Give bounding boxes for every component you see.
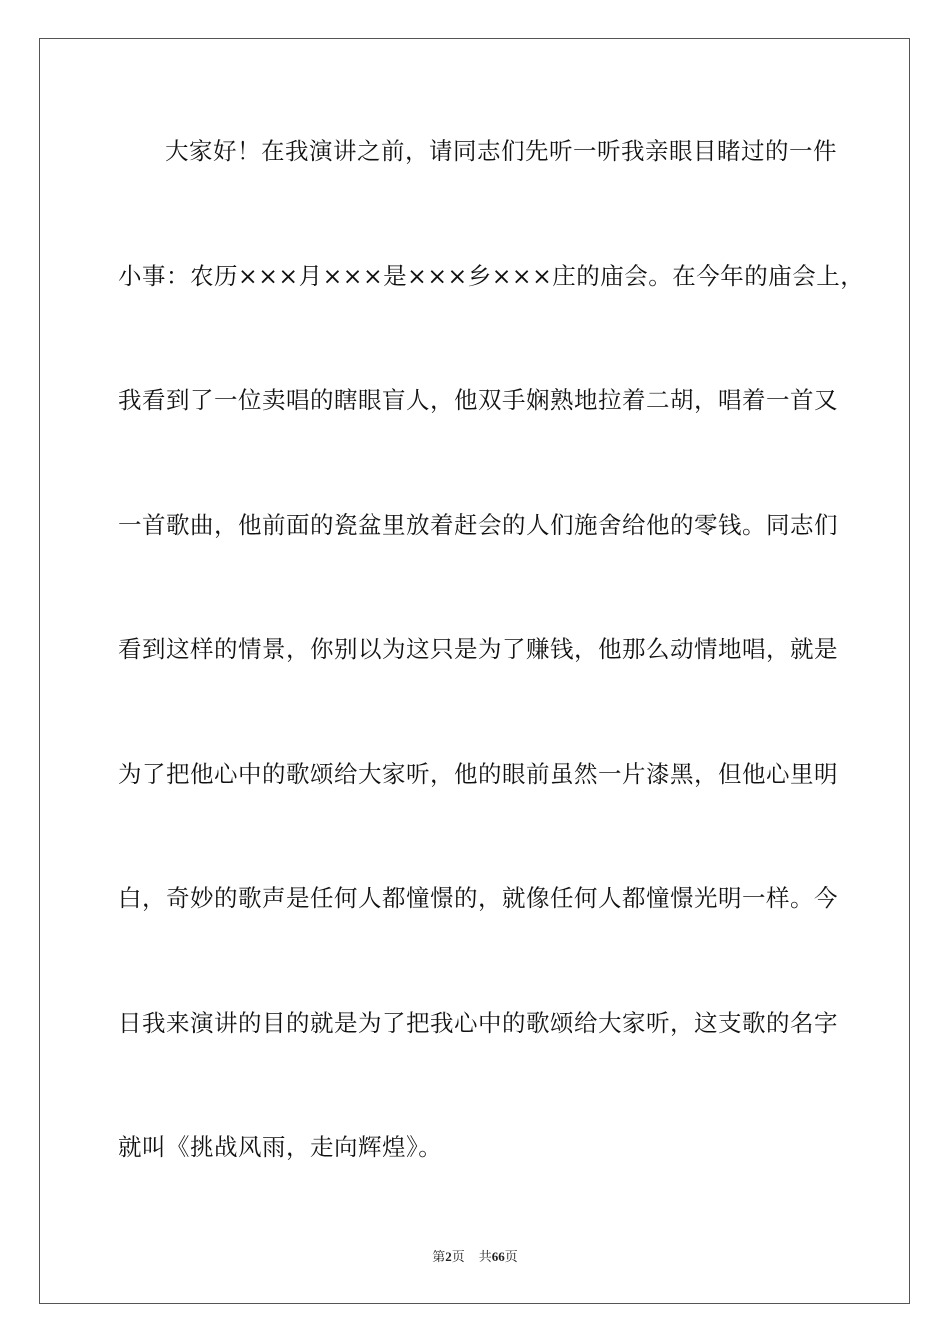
paragraph-line-9: 就叫《挑战风雨，走向辉煌》。 xyxy=(118,1133,443,1161)
paragraph-line-4: 一首歌曲，他前面的瓷盆里放着赶会的人们施舍给他的零钱。同志们 xyxy=(118,510,838,539)
document-body xyxy=(118,120,865,1241)
paragraph-line-3: 我看到了一位卖唱的瞎眼盲人，他双手娴熟地拉着二胡，唱着一首又 xyxy=(118,386,838,414)
paragraph-line-1: 大家好！在我演讲之前，请同志们先听一听我亲眼目睹过的一件 xyxy=(165,137,837,165)
page-suffix: 页 xyxy=(451,1249,465,1264)
page-prefix: 第 xyxy=(432,1249,446,1264)
page-footer xyxy=(0,1246,950,1265)
total-suffix: 页 xyxy=(504,1249,518,1264)
paragraph-line-6: 为了把他心中的歌颂给大家听，他的眼前虽然一片漆黑，但他心里明 xyxy=(118,759,838,788)
paragraph-line-5: 看到这样的情景，你别以为这只是为了赚钱，他那么动情地唱，就是 xyxy=(118,635,838,663)
total-pages: 66 xyxy=(491,1249,505,1264)
paragraph-line-7: 白，奇妙的歌声是任何人都憧憬的，就像任何人都憧憬光明一样。今 xyxy=(118,884,838,912)
page-number: 2 xyxy=(445,1249,452,1264)
paragraph-line-8: 日我来演讲的目的就是为了把我心中的歌颂给大家听，这支歌的名字 xyxy=(118,1008,838,1037)
total-prefix: 共 xyxy=(478,1249,492,1264)
paragraph-line-2: 小事：农历×××月×××是×××乡×××庄的庙会。在今年的庙会上， xyxy=(118,261,865,290)
